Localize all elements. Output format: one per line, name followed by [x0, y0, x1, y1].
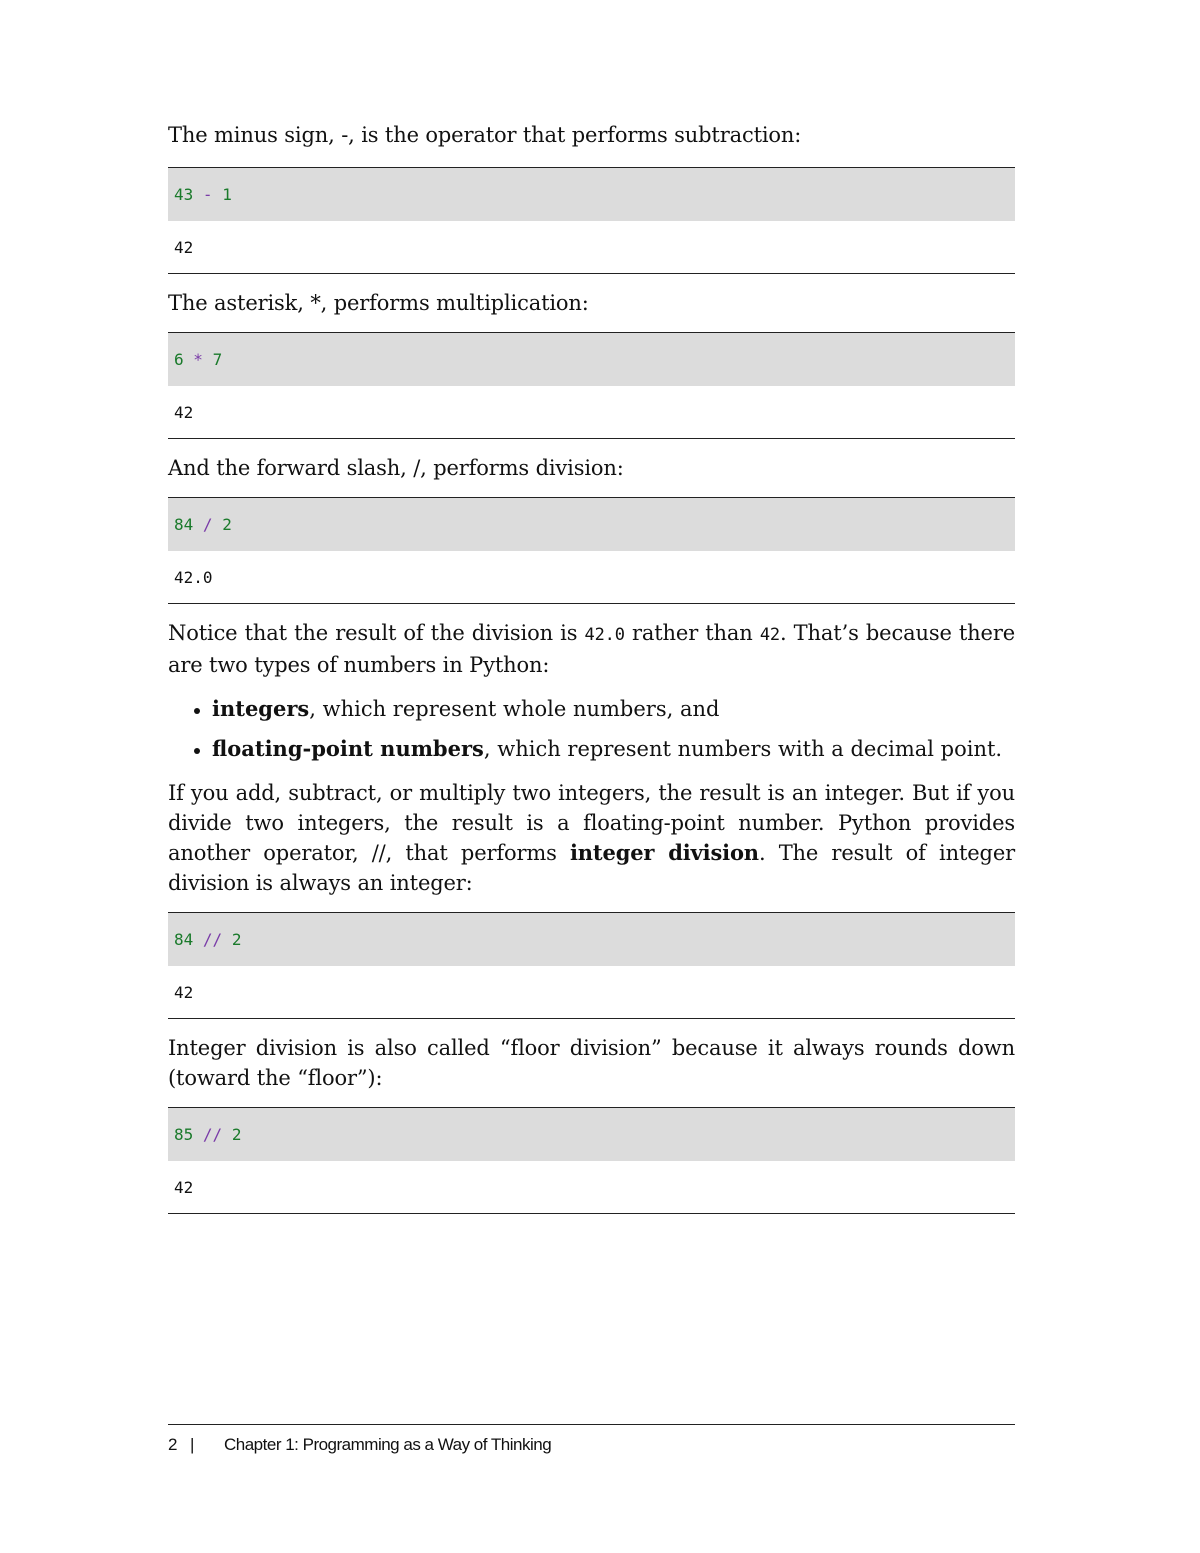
text: , performs division: [420, 456, 624, 480]
text: . That’s because there are two types of numbers in Python: [168, 621, 1015, 677]
paragraph-multiplication [168, 288, 1015, 318]
number-token: 84 [174, 930, 194, 949]
inline-code: 42.0 [584, 625, 625, 645]
operator-token: // [202, 1125, 223, 1144]
number-token: 85 [174, 1125, 194, 1144]
text: , which represent whole numbers, and [309, 697, 720, 721]
text: Notice that the result of the division is [168, 621, 585, 645]
code-input [168, 1108, 1015, 1161]
number-token: 2 [231, 930, 242, 949]
asterisk-symbol: * [310, 291, 321, 315]
page-content [168, 120, 1015, 1214]
list-item [168, 694, 1015, 724]
number-token: 84 [174, 515, 194, 534]
code-input [168, 913, 1015, 966]
text: , which represent numbers with a decimal point. [483, 737, 1003, 761]
code-input [168, 498, 1015, 551]
code-output: 42 [174, 402, 194, 422]
paragraph-integer-division [168, 778, 1015, 898]
footer-separator: | [190, 1435, 195, 1454]
code-input [168, 333, 1015, 386]
term: floating-point numbers [212, 736, 484, 761]
code-output: 42 [174, 1177, 194, 1197]
text: . The result of integer division is always an integer: [168, 841, 1015, 895]
code-output: 42.0 [174, 567, 213, 587]
text: The minus sign, [168, 123, 342, 147]
operator-token: - [202, 185, 213, 204]
number-token: 6 [174, 350, 184, 369]
number-token: 2 [222, 515, 232, 534]
number-types-list [168, 694, 1015, 764]
code-output: 42 [174, 237, 194, 257]
chapter-title: Chapter 1: Programming as a Way of Thinking [224, 1435, 552, 1454]
page-number: 2 [168, 1435, 178, 1454]
term: integers [212, 696, 310, 721]
page-footer [168, 1424, 1015, 1455]
double-slash-symbol: // [371, 841, 386, 865]
code-output: 42 [174, 982, 194, 1002]
text: , is the operator that performs subtraction: [348, 123, 802, 147]
text: And the forward slash, [168, 456, 414, 480]
code-input [168, 168, 1015, 221]
number-token: 1 [222, 185, 232, 204]
operator-token: // [202, 930, 223, 949]
operator-token: * [193, 350, 203, 369]
code-block-multiplication [168, 332, 1015, 439]
paragraph-number-types [168, 618, 1015, 680]
code-block-integer-division [168, 912, 1015, 1019]
term: integer division [569, 840, 759, 865]
code-block-division [168, 497, 1015, 604]
number-token: 43 [174, 185, 194, 204]
minus-symbol: - [341, 123, 349, 147]
inline-code: 42 [759, 625, 780, 645]
text: , that performs [385, 841, 570, 865]
number-token: 7 [212, 350, 223, 369]
paragraph-division [168, 453, 1015, 483]
text: , performs multiplication: [320, 291, 589, 315]
text: rather than [624, 621, 760, 645]
text: The asterisk, [168, 291, 311, 315]
paragraph-subtraction [168, 120, 1015, 150]
number-token: 2 [231, 1125, 242, 1144]
text: If you add, subtract, or multiply two integers, the result is an integer. But if you divide two integers, the result is a floating-point number. Python provides another operator, [168, 781, 1015, 865]
code-block-subtraction [168, 167, 1015, 274]
list-item [168, 734, 1015, 764]
paragraph-floor-division: Integer division is also called “floor division” because it always rounds down (toward the “floor”): [168, 1036, 1015, 1090]
slash-symbol: / [413, 456, 421, 480]
operator-token: / [202, 515, 213, 534]
code-block-floor-division [168, 1107, 1015, 1214]
